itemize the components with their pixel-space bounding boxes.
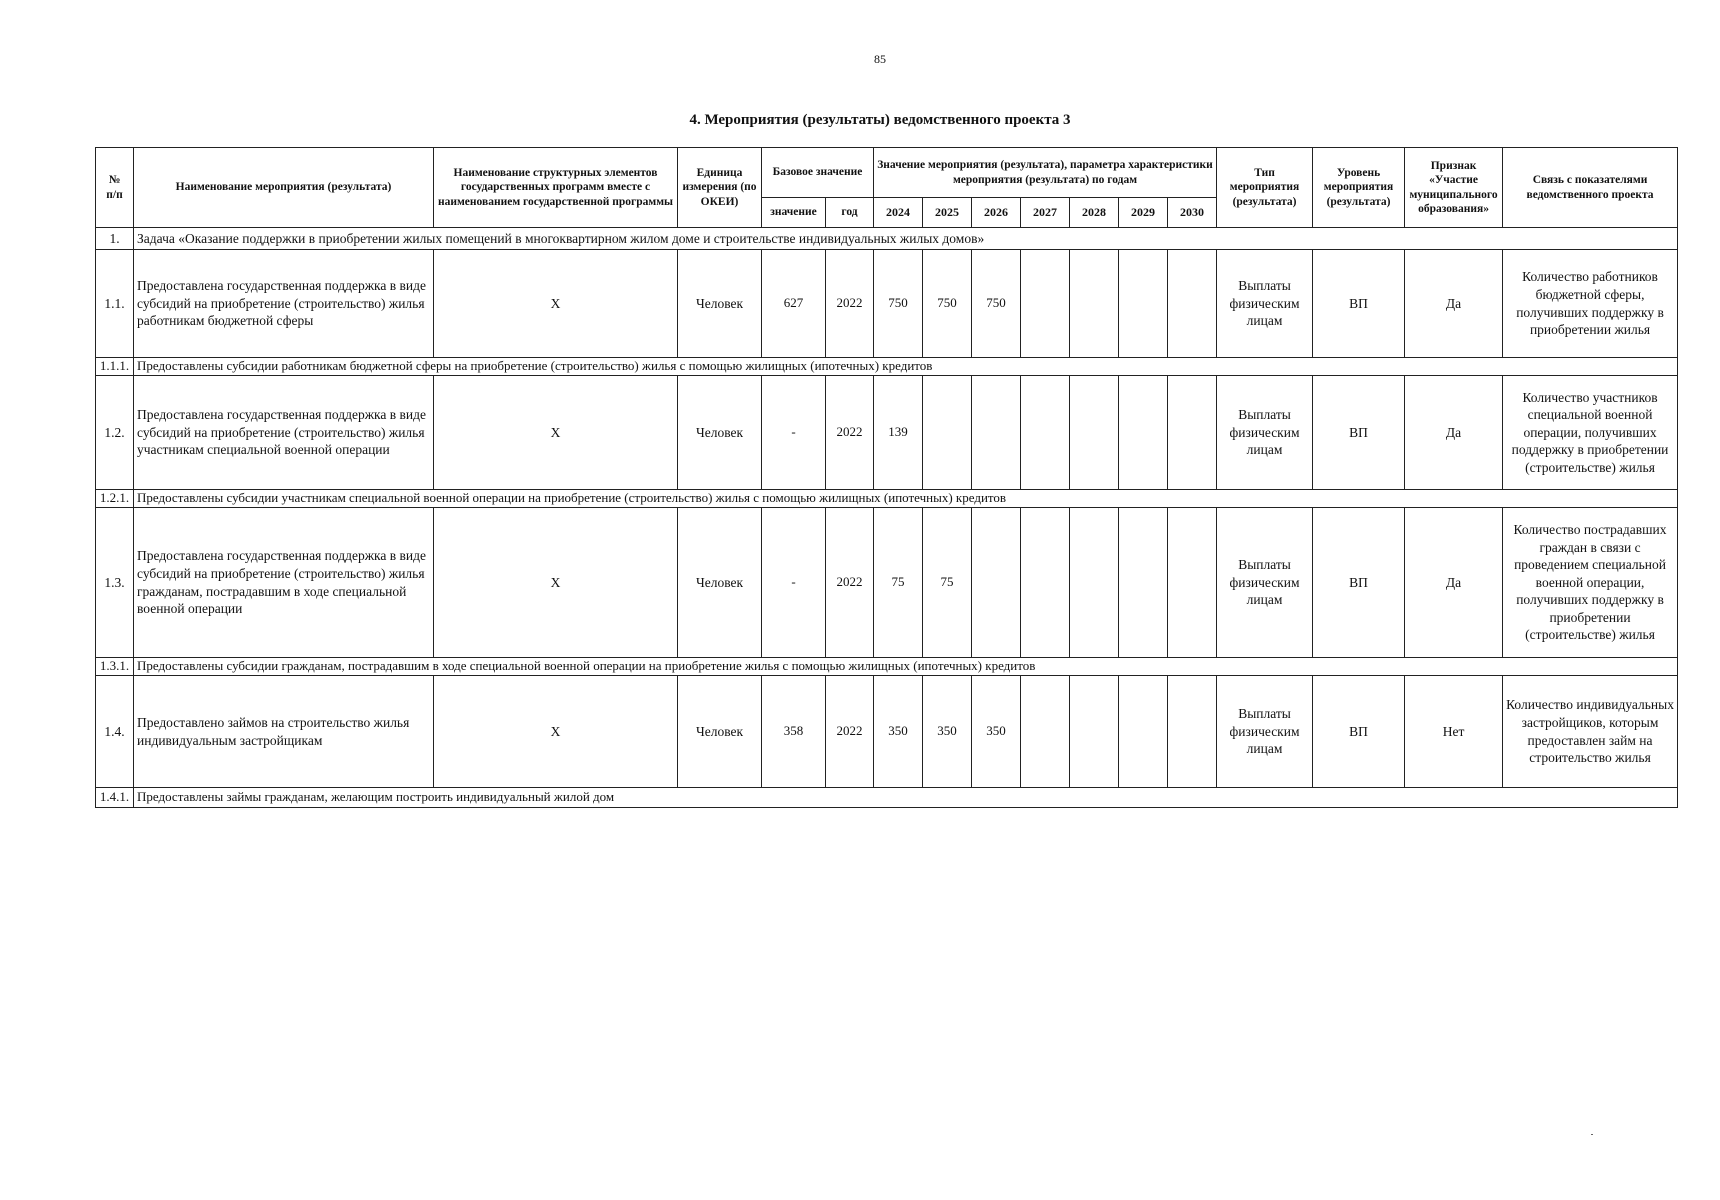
row-type: Выплаты физическим лицам [1217, 676, 1313, 788]
header-year-2025: 2025 [923, 198, 972, 228]
header-base-value: значение [762, 198, 826, 228]
row-value-2028 [1070, 508, 1119, 658]
scan-artifact [1591, 1134, 1593, 1135]
row-num: 1.3. [96, 508, 134, 658]
table-row [96, 250, 1678, 358]
row-value-2025: 75 [923, 508, 972, 658]
row-value-2025: 350 [923, 676, 972, 788]
sub-row [96, 788, 1678, 808]
section-title: 4. Мероприятия (результаты) ведомственного проекта 3 [689, 112, 1071, 128]
header-year-2024: 2024 [874, 198, 923, 228]
row-element: X [434, 376, 678, 490]
row-value-2028 [1070, 676, 1119, 788]
row-num: 1.4. [96, 676, 134, 788]
row-level: ВП [1313, 676, 1405, 788]
row-type: Выплаты физическим лицам [1217, 508, 1313, 658]
header-base: Базовое значение [762, 148, 874, 198]
row-value-2026 [972, 508, 1021, 658]
row-level: ВП [1313, 508, 1405, 658]
row-municipal: Да [1405, 376, 1503, 490]
row-element: X [434, 508, 678, 658]
header-values: Значение мероприятия (результата), параметра характеристики мероприятия (результата) по годам [874, 148, 1217, 198]
row-value-2029 [1119, 676, 1168, 788]
row-base-year: 2022 [826, 376, 874, 490]
row-value-2030 [1168, 376, 1217, 490]
header-unit: Единица измерения (по ОКЕИ) [678, 148, 762, 228]
row-value-2030 [1168, 250, 1217, 358]
sub-row-text: Предоставлены займы гражданам, желающим построить индивидуальный жилой дом [134, 788, 1678, 808]
header-year-2027: 2027 [1021, 198, 1070, 228]
row-value-2027 [1021, 250, 1070, 358]
row-value-2026: 350 [972, 676, 1021, 788]
row-name: Предоставлено займов на строительство жилья индивидуальным застройщикам [134, 676, 434, 788]
task-num: 1. [96, 228, 134, 250]
row-value-2024: 75 [874, 508, 923, 658]
row-base-year: 2022 [826, 250, 874, 358]
sub-row-num: 1.4.1. [96, 788, 134, 808]
header-year-2026: 2026 [972, 198, 1021, 228]
table-row [96, 676, 1678, 788]
row-value-2024: 139 [874, 376, 923, 490]
row-unit: Человек [678, 376, 762, 490]
table-row [96, 508, 1678, 658]
page-number: 85 [874, 52, 886, 66]
header-base-year: год [826, 198, 874, 228]
header-municipal: Признак «Участие муниципального образования» [1405, 148, 1503, 228]
header-type: Тип мероприятия (результата) [1217, 148, 1313, 228]
row-link: Количество пострадавших граждан в связи с проведением специальной военной операции, получивших поддержку в приобретении (строительстве) жилья [1503, 508, 1678, 658]
table-row [96, 376, 1678, 490]
row-value-2029 [1119, 508, 1168, 658]
row-name: Предоставлена государственная поддержка в виде субсидий на приобретение (строительство) жилья участникам специальной военной операции [134, 376, 434, 490]
row-value-2027 [1021, 376, 1070, 490]
header-year-2030: 2030 [1168, 198, 1217, 228]
row-type: Выплаты физическим лицам [1217, 376, 1313, 490]
row-level: ВП [1313, 250, 1405, 358]
row-element: X [434, 676, 678, 788]
row-base-value: 358 [762, 676, 826, 788]
row-link: Количество работников бюджетной сферы, получивших поддержку в приобретении жилья [1503, 250, 1678, 358]
sub-row [96, 658, 1678, 676]
task-text: Задача «Оказание поддержки в приобретении жилых помещений в многоквартирном жилом доме и строительстве индивидуальных жилых домов» [134, 228, 1678, 250]
row-value-2025 [923, 376, 972, 490]
row-element: X [434, 250, 678, 358]
sub-row-text: Предоставлены субсидии работникам бюджетной сферы на приобретение (строительство) жилья с помощью жилищных (ипотечных) кредитов [134, 358, 1678, 376]
sub-row-text: Предоставлены субсидии гражданам, пострадавшим в ходе специальной военной операции на приобретение жилья с помощью жилищных (ипотечных) кредитов [134, 658, 1678, 676]
task-row [96, 228, 1678, 250]
sub-row [96, 490, 1678, 508]
header-link: Связь с показателями ведомственного проекта [1503, 148, 1678, 228]
row-value-2026: 750 [972, 250, 1021, 358]
row-base-value: - [762, 508, 826, 658]
row-value-2025: 750 [923, 250, 972, 358]
sub-row-text: Предоставлены субсидии участникам специальной военной операции на приобретение (строительство) жилья с помощью жилищных (ипотечных) кредитов [134, 490, 1678, 508]
row-link: Количество участников специальной военной операции, получивших поддержку в приобретении (строительстве) жилья [1503, 376, 1678, 490]
row-unit: Человек [678, 508, 762, 658]
row-value-2029 [1119, 250, 1168, 358]
row-level: ВП [1313, 376, 1405, 490]
row-value-2024: 750 [874, 250, 923, 358]
row-value-2029 [1119, 376, 1168, 490]
sub-row-num: 1.1.1. [96, 358, 134, 376]
row-municipal: Нет [1405, 676, 1503, 788]
row-num: 1.2. [96, 376, 134, 490]
header-year-2028: 2028 [1070, 198, 1119, 228]
row-link: Количество индивидуальных застройщиков, которым предоставлен займ на строительство жилья [1503, 676, 1678, 788]
row-base-value: 627 [762, 250, 826, 358]
row-name: Предоставлена государственная поддержка в виде субсидий на приобретение (строительство) жилья гражданам, пострадавшим в ходе специальной военной операции [134, 508, 434, 658]
sub-row-num: 1.2.1. [96, 490, 134, 508]
row-value-2030 [1168, 676, 1217, 788]
row-base-year: 2022 [826, 508, 874, 658]
row-value-2027 [1021, 508, 1070, 658]
table-header-row [96, 148, 1678, 198]
header-year-2029: 2029 [1119, 198, 1168, 228]
row-base-value: - [762, 376, 826, 490]
sub-row [96, 358, 1678, 376]
header-level: Уровень мероприятия (результата) [1313, 148, 1405, 228]
row-municipal: Да [1405, 508, 1503, 658]
row-num: 1.1. [96, 250, 134, 358]
row-value-2030 [1168, 508, 1217, 658]
row-name: Предоставлена государственная поддержка в виде субсидий на приобретение (строительство) жилья работникам бюджетной сферы [134, 250, 434, 358]
row-value-2027 [1021, 676, 1070, 788]
sub-row-num: 1.3.1. [96, 658, 134, 676]
row-unit: Человек [678, 676, 762, 788]
row-municipal: Да [1405, 250, 1503, 358]
row-type: Выплаты физическим лицам [1217, 250, 1313, 358]
row-value-2024: 350 [874, 676, 923, 788]
header-elements: Наименование структурных элементов государственных программ вместе с наименованием государственной программы [434, 148, 678, 228]
row-unit: Человек [678, 250, 762, 358]
row-value-2026 [972, 376, 1021, 490]
header-num: № п/п [96, 148, 134, 228]
row-base-year: 2022 [826, 676, 874, 788]
header-name: Наименование мероприятия (результата) [134, 148, 434, 228]
measures-table [95, 147, 1678, 808]
row-value-2028 [1070, 376, 1119, 490]
row-value-2028 [1070, 250, 1119, 358]
